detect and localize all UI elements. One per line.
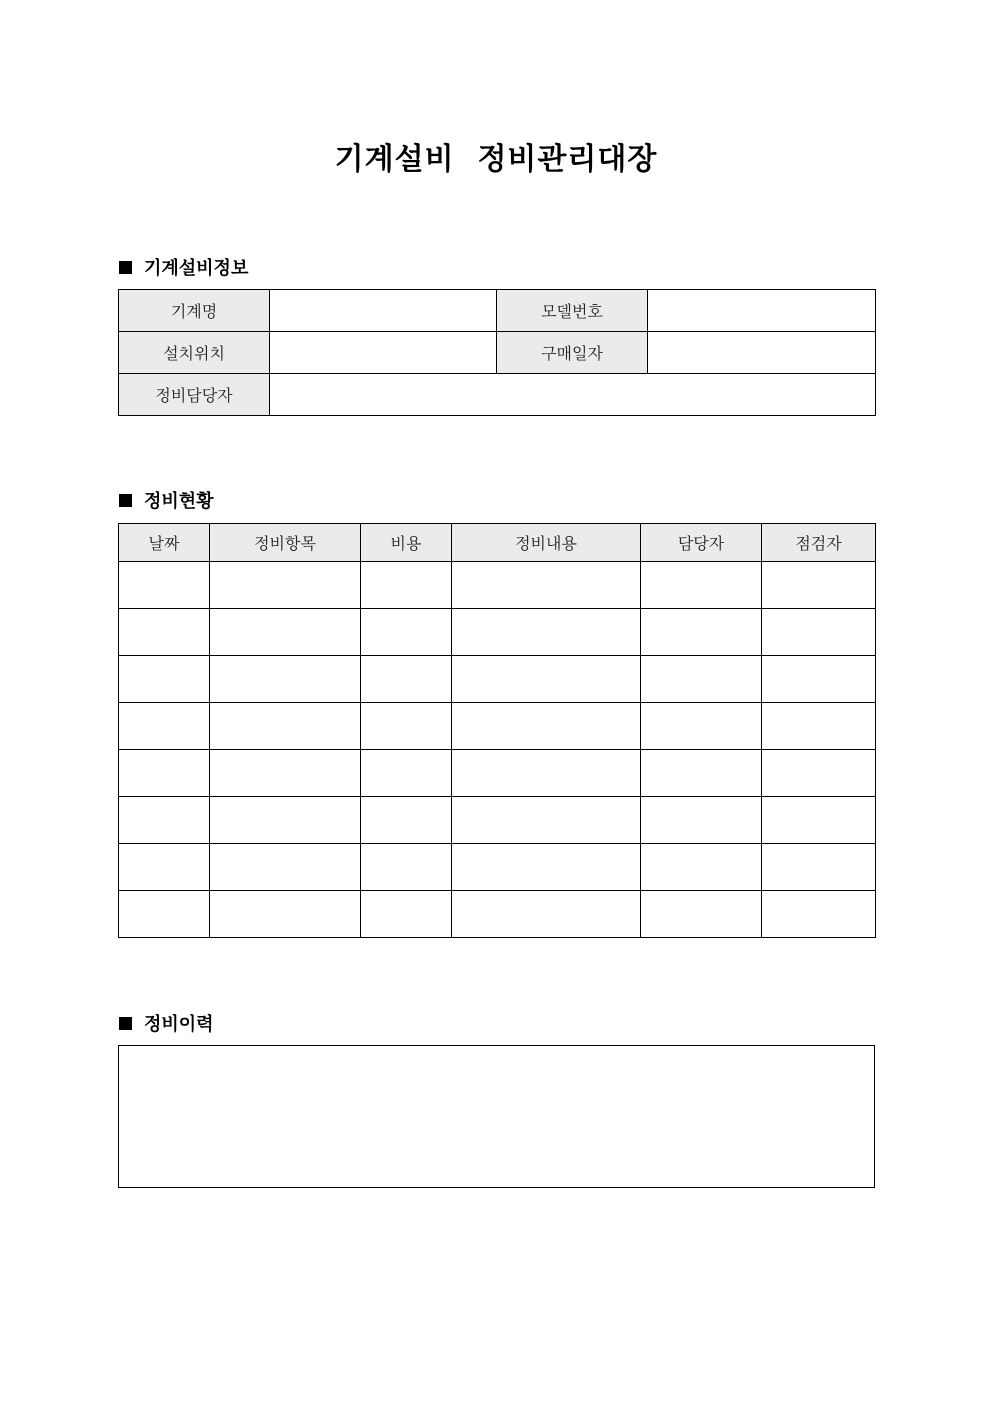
column-header-manager: 담당자 bbox=[641, 524, 762, 562]
cost-cell[interactable] bbox=[361, 656, 452, 703]
content-cell[interactable] bbox=[452, 703, 641, 750]
date-cell[interactable] bbox=[119, 844, 210, 891]
table-row bbox=[119, 703, 876, 750]
maintenance-manager-label: 정비담당자 bbox=[119, 374, 270, 416]
column-header-date: 날짜 bbox=[119, 524, 210, 562]
section-heading-history-label: 정비이력 bbox=[144, 1014, 214, 1035]
date-cell[interactable] bbox=[119, 750, 210, 797]
inspector-cell[interactable] bbox=[762, 656, 876, 703]
table-row bbox=[119, 656, 876, 703]
section-heading-info bbox=[119, 254, 248, 280]
item-cell[interactable] bbox=[210, 891, 361, 938]
inspector-cell[interactable] bbox=[762, 797, 876, 844]
cost-cell[interactable] bbox=[361, 891, 452, 938]
square-bullet-icon bbox=[119, 1017, 132, 1030]
section-heading-history bbox=[119, 1010, 214, 1036]
cost-cell[interactable] bbox=[361, 609, 452, 656]
model-number-field[interactable] bbox=[648, 290, 876, 332]
manager-cell[interactable] bbox=[641, 750, 762, 797]
cost-cell[interactable] bbox=[361, 797, 452, 844]
section-heading-info-label: 기계설비정보 bbox=[144, 258, 249, 279]
date-cell[interactable] bbox=[119, 703, 210, 750]
column-header-cost: 비용 bbox=[361, 524, 452, 562]
item-cell[interactable] bbox=[210, 656, 361, 703]
maintenance-status-body bbox=[119, 562, 876, 938]
manager-cell[interactable] bbox=[641, 844, 762, 891]
cost-cell[interactable] bbox=[361, 750, 452, 797]
install-location-field[interactable] bbox=[270, 332, 497, 374]
model-number-label: 모델번호 bbox=[497, 290, 648, 332]
item-cell[interactable] bbox=[210, 750, 361, 797]
inspector-cell[interactable] bbox=[762, 844, 876, 891]
content-cell[interactable] bbox=[452, 609, 641, 656]
inspector-cell[interactable] bbox=[762, 750, 876, 797]
item-cell[interactable] bbox=[210, 562, 361, 609]
table-row bbox=[119, 374, 876, 416]
square-bullet-icon bbox=[119, 494, 132, 507]
item-cell[interactable] bbox=[210, 609, 361, 656]
manager-cell[interactable] bbox=[641, 562, 762, 609]
machine-info-table bbox=[118, 289, 876, 416]
inspector-cell[interactable] bbox=[762, 703, 876, 750]
section-heading-status bbox=[119, 487, 214, 513]
section-heading-status-label: 정비현황 bbox=[144, 491, 214, 512]
purchase-date-field[interactable] bbox=[648, 332, 876, 374]
install-location-label: 설치위치 bbox=[119, 332, 270, 374]
table-row bbox=[119, 797, 876, 844]
manager-cell[interactable] bbox=[641, 891, 762, 938]
item-cell[interactable] bbox=[210, 703, 361, 750]
manager-cell[interactable] bbox=[641, 609, 762, 656]
table-row bbox=[119, 332, 876, 374]
maintenance-status-table bbox=[118, 523, 876, 938]
content-cell[interactable] bbox=[452, 562, 641, 609]
manager-cell[interactable] bbox=[641, 656, 762, 703]
table-header-row bbox=[119, 524, 876, 562]
content-cell[interactable] bbox=[452, 750, 641, 797]
item-cell[interactable] bbox=[210, 844, 361, 891]
purchase-date-label: 구매일자 bbox=[497, 332, 648, 374]
cost-cell[interactable] bbox=[361, 562, 452, 609]
date-cell[interactable] bbox=[119, 609, 210, 656]
content-cell[interactable] bbox=[452, 797, 641, 844]
table-row bbox=[119, 891, 876, 938]
page-title: 기계설비 정비관리대장 bbox=[334, 142, 658, 177]
inspector-cell[interactable] bbox=[762, 562, 876, 609]
manager-cell[interactable] bbox=[641, 797, 762, 844]
cost-cell[interactable] bbox=[361, 844, 452, 891]
table-row bbox=[119, 844, 876, 891]
content-cell[interactable] bbox=[452, 656, 641, 703]
content-cell[interactable] bbox=[452, 844, 641, 891]
column-header-content: 정비내용 bbox=[452, 524, 641, 562]
maintenance-history-box[interactable] bbox=[118, 1045, 875, 1188]
item-cell[interactable] bbox=[210, 797, 361, 844]
column-header-item: 정비항목 bbox=[210, 524, 361, 562]
content-cell[interactable] bbox=[452, 891, 641, 938]
manager-cell[interactable] bbox=[641, 703, 762, 750]
inspector-cell[interactable] bbox=[762, 609, 876, 656]
table-row bbox=[119, 562, 876, 609]
inspector-cell[interactable] bbox=[762, 891, 876, 938]
maintenance-manager-field[interactable] bbox=[270, 374, 876, 416]
date-cell[interactable] bbox=[119, 656, 210, 703]
machine-name-field[interactable] bbox=[270, 290, 497, 332]
date-cell[interactable] bbox=[119, 562, 210, 609]
date-cell[interactable] bbox=[119, 797, 210, 844]
column-header-inspector: 점검자 bbox=[762, 524, 876, 562]
table-row bbox=[119, 750, 876, 797]
square-bullet-icon bbox=[119, 261, 132, 274]
date-cell[interactable] bbox=[119, 891, 210, 938]
table-row bbox=[119, 290, 876, 332]
table-row bbox=[119, 609, 876, 656]
machine-name-label: 기계명 bbox=[119, 290, 270, 332]
cost-cell[interactable] bbox=[361, 703, 452, 750]
